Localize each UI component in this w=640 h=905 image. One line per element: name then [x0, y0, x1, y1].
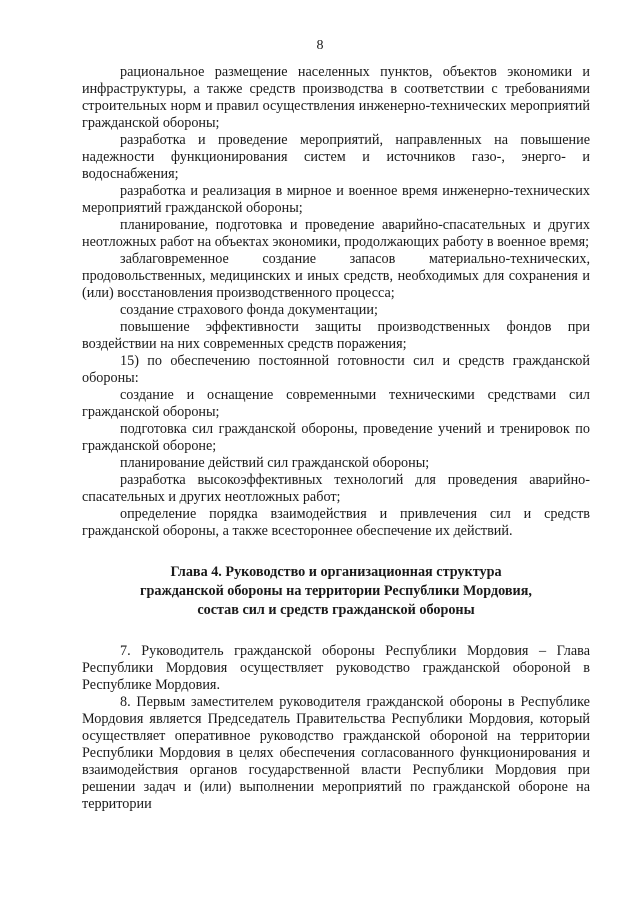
paragraph: разработка высокоэффективных технологий для проведения аварийно-спасательных и других неотложных работ;: [82, 472, 590, 505]
paragraph: разработка и реализация в мирное и военное время инженерно-технических мероприятий гражданской обороны;: [82, 183, 590, 216]
chapter-heading-line: состав сил и средств гражданской обороны: [197, 602, 475, 618]
paragraph: 15) по обеспечению постоянной готовности сил и средств гражданской обороны:: [82, 353, 590, 386]
paragraph: планирование, подготовка и проведение аварийно-спасательных и других неотложных работ на объектах экономики, продолжающих работу в военное время;: [82, 217, 590, 250]
paragraph: заблаговременное создание запасов материально-технических, продовольственных, медицинских и иных средств, необходимых для сохранения и (или) восстановления производственного процесса;: [82, 251, 590, 301]
paragraph: планирование действий сил гражданской обороны;: [120, 455, 430, 471]
paragraph: рациональное размещение населенных пунктов, объектов экономики и инфраструктуры, а также средств производства в соответствии с требованиями строительных норм и правил осуществления инженерно-технических мероприятий гражданской обороны;: [82, 64, 590, 131]
paragraph: разработка и проведение мероприятий, направленных на повышение надежности функционирования систем и источников газо-, энерго- и водоснабжения;: [82, 132, 590, 182]
paragraph: 8. Первым заместителем руководителя гражданской обороны в Республике Мордовия является Председатель Правительства Республики Мордовия, который осуществляет оперативное руководство гражданской обороной на территории Республики Мордовия в целях обеспечения согласованного функционирования и взаимодействия органов государственной власти Республики Мордовия при решении задач и (или) выполнении мероприятий по гражданской обороне на территории: [82, 694, 590, 812]
paragraph: подготовка сил гражданской обороны, проведение учений и тренировок по гражданской обороне;: [82, 421, 590, 454]
paragraph: создание и оснащение современными техническими средствами сил гражданской обороны;: [82, 387, 590, 420]
chapter-heading-line: гражданской обороны на территории Республики Мордовия,: [140, 583, 532, 599]
document-body: [82, 64, 590, 813]
page-number: 8: [316, 38, 324, 53]
paragraph: создание страхового фонда документации;: [120, 302, 378, 318]
chapter-heading-line: Глава 4. Руководство и организационная структура: [170, 564, 502, 580]
chapter-heading: [82, 563, 590, 620]
paragraph: 7. Руководитель гражданской обороны Республики Мордовия – Глава Республики Мордовия осуществляет руководство гражданской обороной в Республике Мордовия.: [82, 643, 590, 693]
paragraph: повышение эффективности защиты производственных фондов при воздействии на них современных средств поражения;: [82, 319, 590, 352]
paragraph: определение порядка взаимодействия и привлечения сил и средств гражданской обороны, а также всестороннее обеспечение их действий.: [82, 506, 590, 539]
